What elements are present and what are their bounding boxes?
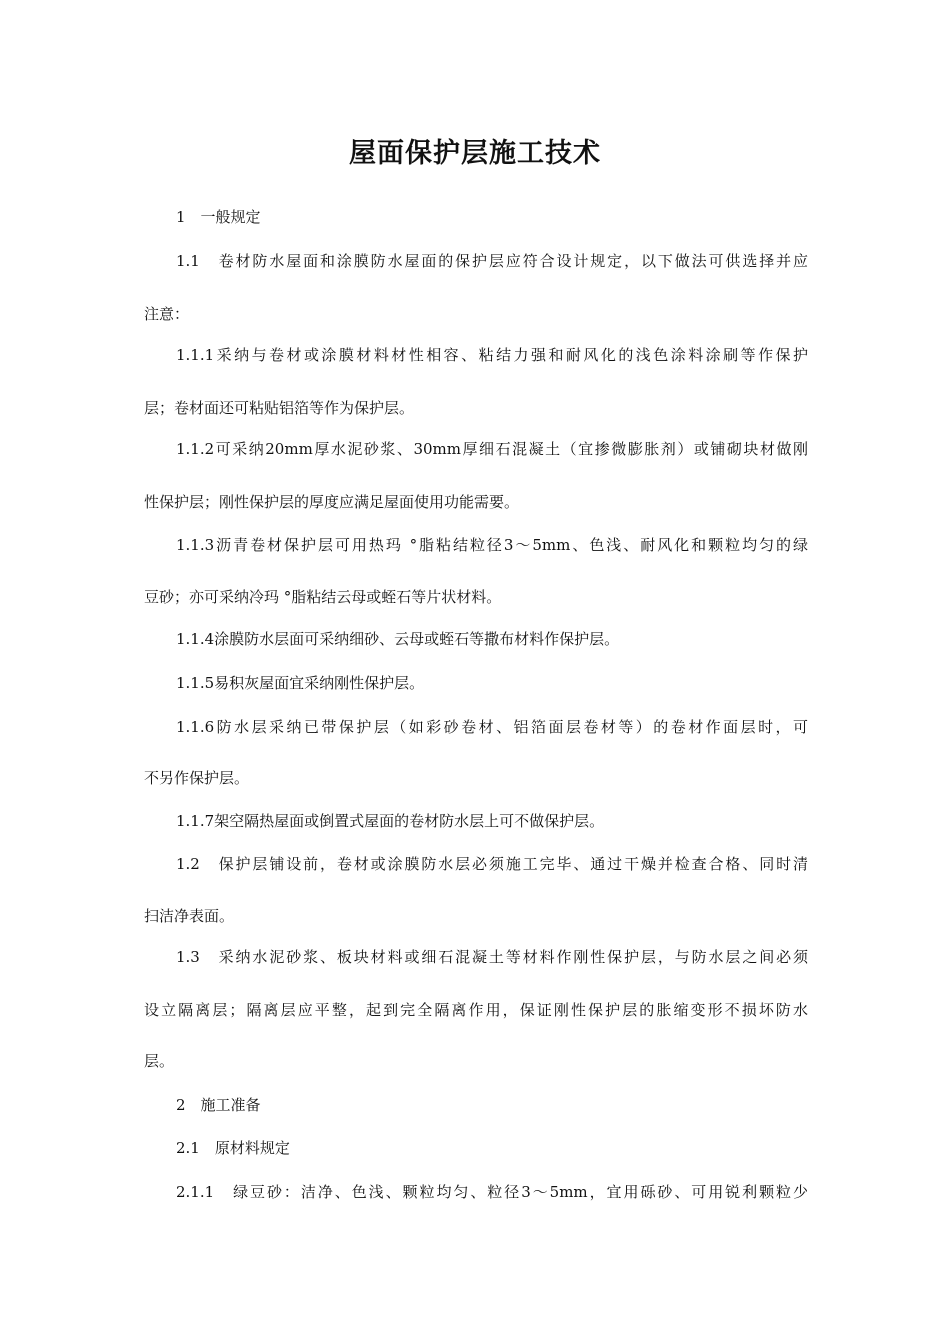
paragraph-line: 2.1.1 绿豆砂：洁净、色浅、颗粒均匀、粒径3～5mm，宜用砾砂、可用锐利颗粒少 [176, 1183, 808, 1201]
section-heading: 1 一般规定 [176, 208, 261, 226]
paragraph-line: 设立隔离层；隔离层应平整，起到完全隔离作用，保证刚性保护层的胀缩变形不损坏防水 [144, 1001, 808, 1019]
paragraph-line: 1.1 卷材防水屋面和涂膜防水屋面的保护层应符合设计规定，以下做法可供选择并应 [176, 252, 808, 270]
paragraph-line: 注意： [144, 305, 190, 323]
paragraph-line: 豆砂；亦可采纳冷玛 °脂粘结云母或蛭石等片状材料。 [144, 588, 502, 606]
section-heading: 2 施工准备 [176, 1096, 261, 1114]
paragraph-line: 1.1.4涂膜防水层面可采纳细砂、云母或蛭石等撒布材料作保护层。 [176, 630, 620, 648]
paragraph-line: 1.1.7架空隔热屋面或倒置式屋面的卷材防水层上可不做保护层。 [176, 812, 605, 830]
paragraph-line: 性保护层；刚性保护层的厚度应满足屋面使用功能需要。 [144, 493, 520, 511]
paragraph-line: 1.1.5易积灰屋面宜采纳刚性保护层。 [176, 674, 425, 692]
subsection-heading: 2.1 原材料规定 [176, 1139, 290, 1157]
paragraph-line: 扫洁净表面。 [144, 907, 235, 925]
paragraph-line: 1.1.6防水层采纳已带保护层（如彩砂卷材、铝箔面层卷材等）的卷材作面层时，可 [176, 718, 808, 736]
paragraph-line: 1.2 保护层铺设前，卷材或涂膜防水层必须施工完毕、通过干燥并检查合格、同时清 [176, 855, 808, 873]
paragraph-line: 1.1.3沥青卷材保护层可用热玛 °脂粘结粒径3～5mm、色浅、耐风化和颗粒均匀的绿 [176, 536, 808, 554]
paragraph-line: 1.1.1采纳与卷材或涂膜材料材性相容、粘结力强和耐风化的浅色涂料涂刷等作保护 [176, 346, 808, 364]
document-title: 屋面保护层施工技术 [349, 138, 601, 169]
paragraph-line: 层。 [144, 1052, 175, 1070]
paragraph-line: 1.1.2可采纳20mm厚水泥砂浆、30mm厚细石混凝土（宜掺微膨胀剂）或铺砌块材做刚 [176, 440, 808, 458]
paragraph-line: 1.3 采纳水泥砂浆、板块材料或细石混凝土等材料作刚性保护层，与防水层之间必须 [176, 948, 808, 966]
paragraph-line: 层；卷材面还可粘贴铝箔等作为保护层。 [144, 399, 415, 417]
paragraph-line: 不另作保护层。 [144, 769, 250, 787]
